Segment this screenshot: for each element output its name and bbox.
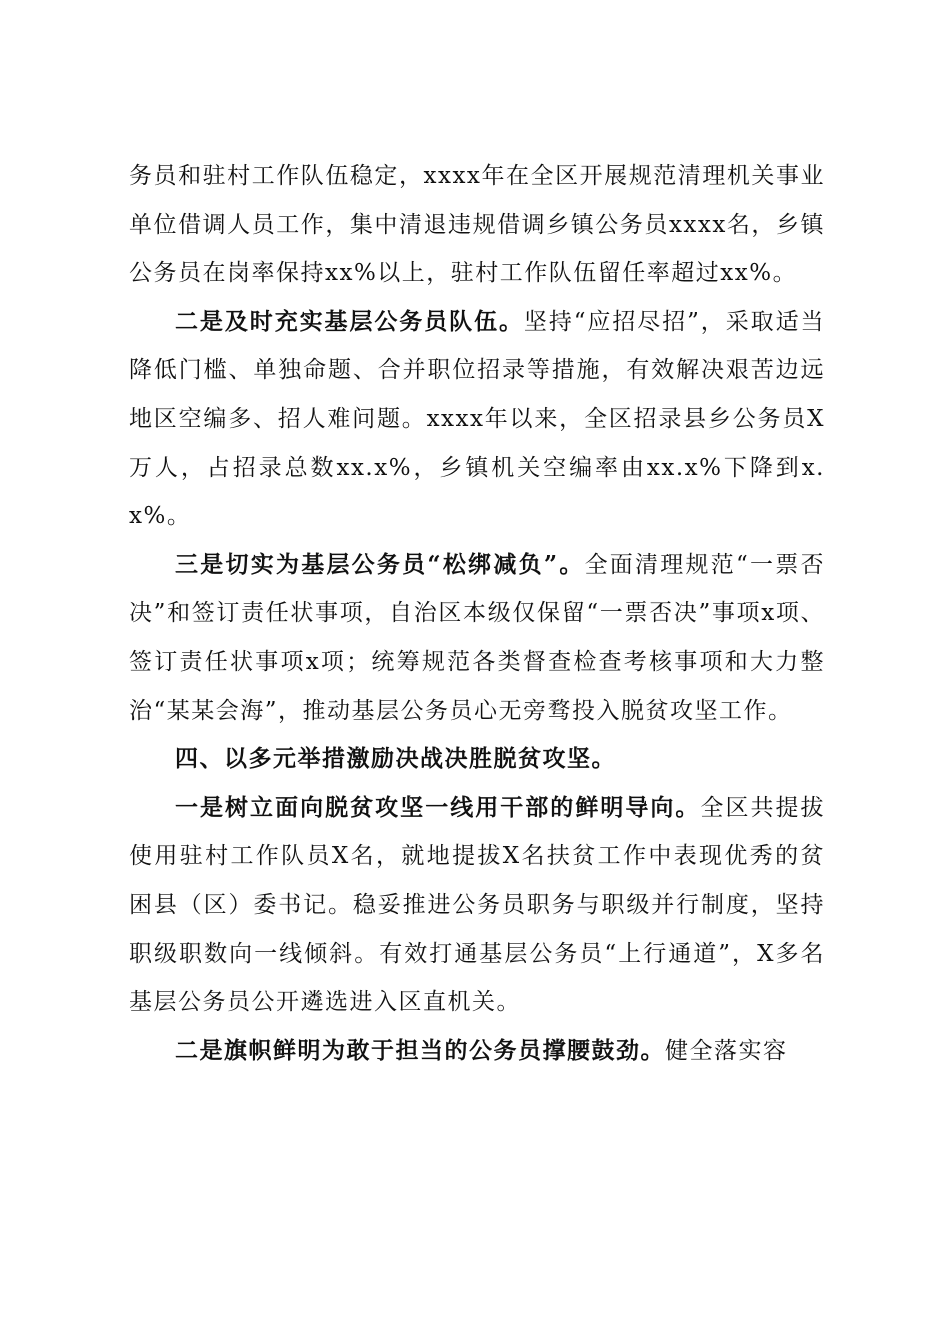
section-heading: 四、以多元举措激励决战决胜脱贫攻坚。	[175, 745, 616, 773]
paragraph-text: 务员和驻村工作队伍稳定，xxxx年在全区开展规范清理机关事业单位借调人员工作，集中清退违规借调乡镇公务员xxxx名，乡镇公务员在岗率保持xx%以上，驻村工作队伍留任率超过xx%。	[129, 163, 825, 287]
paragraph-3	[129, 541, 825, 735]
paragraph-4	[129, 784, 825, 1027]
paragraph-text: 全面清理规范“一票否决”和签订责任状事项，自治区本级仅保留“一票否决”事项x项、签订责任状事项x项；统筹规范各类督查检查考核事项和大力整治“某某会海”，推动基层公务员心无旁骛投入脱贫攻坚工作。	[129, 551, 825, 724]
paragraph-lead: 三是切实为基层公务员“松绑减负”。	[175, 550, 585, 578]
paragraph-text: 全区共提拔使用驻村工作队员X名，就地提拔X名扶贫工作中表现优秀的贫困县（区）委书记。稳妥推进公务员职务与职级并行制度，坚持职级职数向一线倾斜。有效打通基层公务员“上行通道”，X多名基层公务员公开遴选进入区直机关。	[129, 794, 826, 1016]
document-body	[129, 152, 825, 1075]
paragraph-lead: 一是树立面向脱贫攻坚一线用干部的鲜明导向。	[175, 793, 701, 821]
paragraph-text: 健全落实容	[665, 1037, 788, 1064]
paragraph-2	[129, 298, 825, 541]
paragraph-lead: 二是旗帜鲜明为敢于担当的公务员撑腰鼓劲。	[175, 1036, 665, 1064]
paragraph-text: 坚持“应招尽招”，采取适当降低门槛、单独命题、合并职位招录等措施，有效解决艰苦边远地区空编多、招人难问题。xxxx年以来，全区招录县乡公务员X万人，占招录总数xx.x%，乡镇机关空编率由xx.x%下降到x.x%。	[129, 308, 825, 530]
paragraph-continued	[129, 152, 825, 298]
paragraph-5	[129, 1027, 825, 1076]
paragraph-lead: 二是及时充实基层公务员队伍。	[175, 307, 524, 335]
